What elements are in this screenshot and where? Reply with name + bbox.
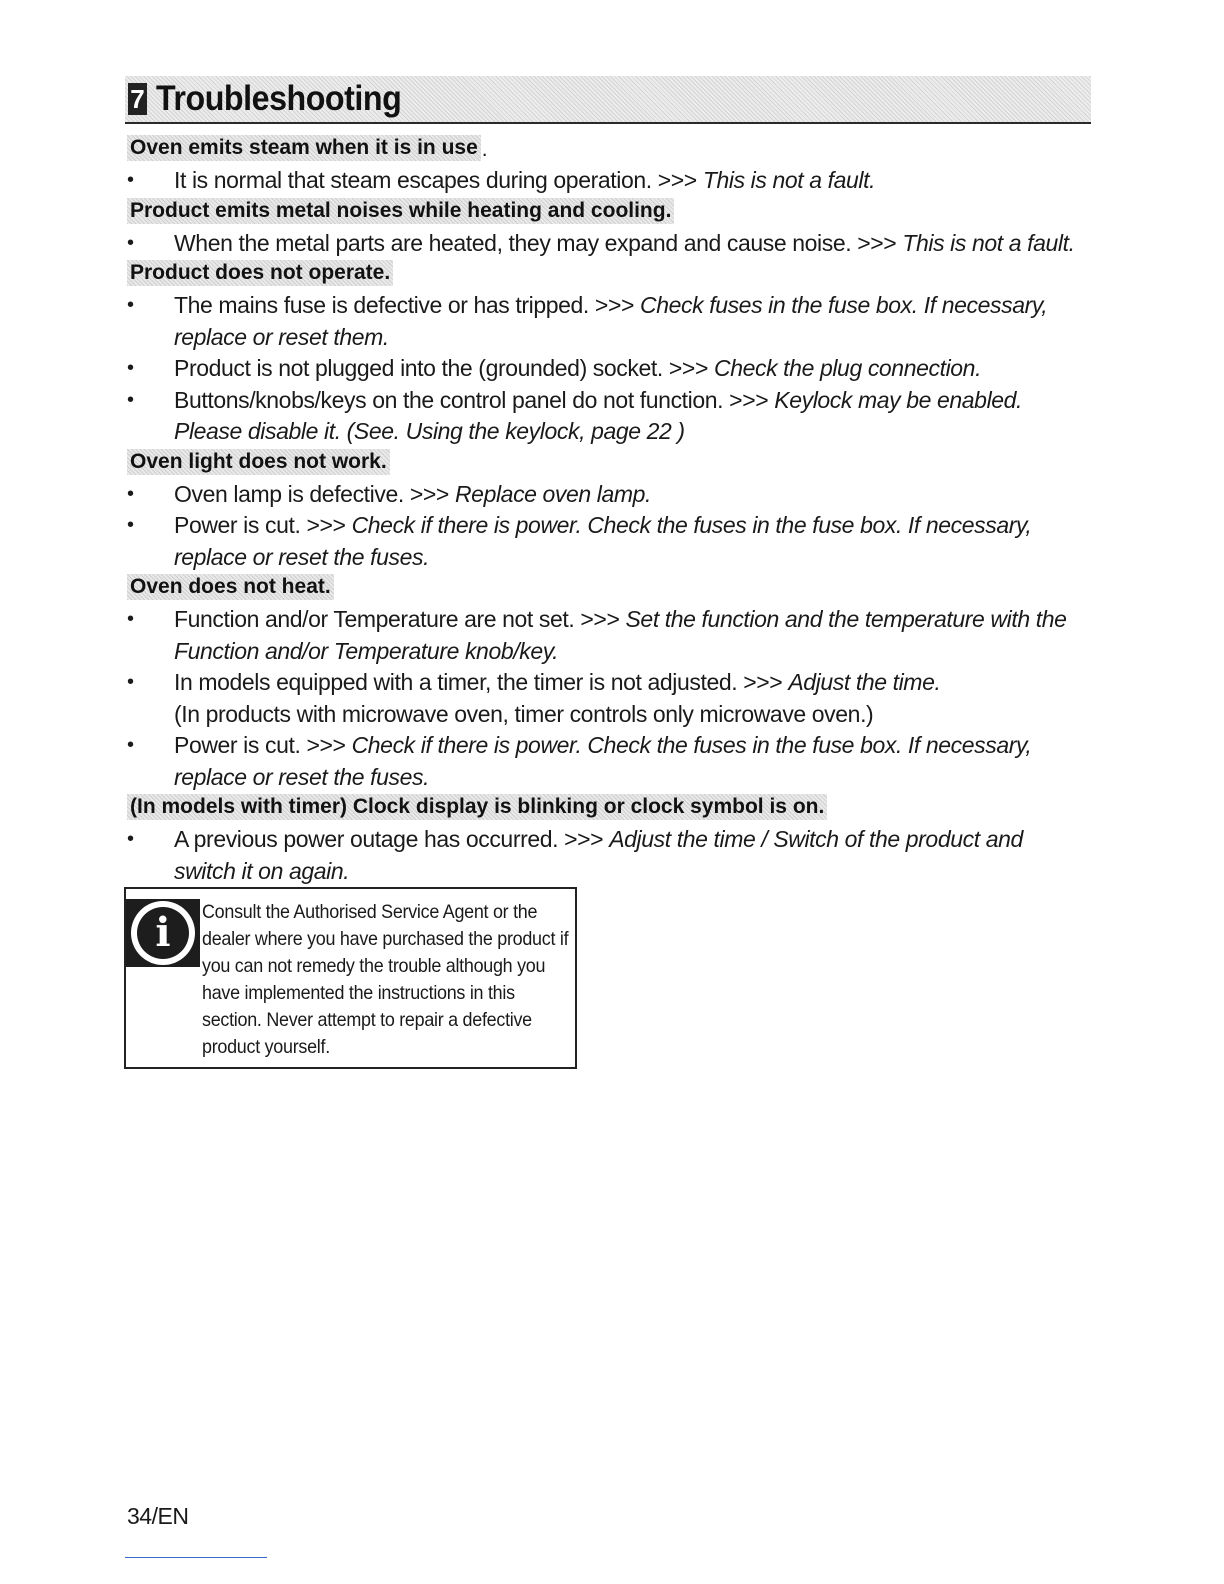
problem-heading-punctuation: . [481,137,488,161]
list-item [127,824,1087,887]
arrow-separator: >>> [668,355,708,381]
problem-heading-row [127,448,1087,479]
problem-heading-row [127,134,1087,165]
solution-list [127,165,1087,197]
list-item [127,228,1087,260]
arrow-separator: >>> [580,606,620,632]
problem-heading: Product does not operate. [127,260,393,286]
list-item [127,165,1087,197]
list-item [127,479,1087,511]
page-number: 34/EN [127,1503,189,1529]
list-item [127,604,1087,667]
item-note: (In products with microwave oven, timer controls only microwave oven.) [174,700,874,727]
problem-heading-row [127,793,1087,824]
list-item [127,667,1087,730]
bullet-icon: • [127,294,134,316]
remedy-text: Adjust the time / Switch of the product and switch it on again. [174,826,1023,884]
remedy-text: Check if there is power. Check the fuses in the fuse box. If necessary, replace or reset the fuses. [174,512,1032,570]
list-item [127,353,1087,385]
arrow-separator: >>> [857,229,897,256]
remedy-text: This is not a fault. [902,229,1075,256]
problem-heading: (In models with timer) Clock display is blinking or clock symbol is on. [127,794,827,820]
solution-list [127,824,1087,887]
arrow-separator: >>> [657,167,697,193]
info-icon [131,901,195,965]
list-item [127,290,1087,353]
problem-heading-row [127,573,1087,604]
troubleshooting-list [127,134,1087,887]
remedy-text: Replace oven lamp. [454,480,652,507]
footer-divider [125,1557,267,1558]
cause-text: When the metal parts are heated, they may expand and cause noise. [174,229,852,256]
list-item [127,730,1087,793]
problem-heading: Product emits metal noises while heating and cooling. [127,198,674,224]
bullet-icon: • [127,608,134,630]
cause-text: Product is not plugged into the (grounded) socket. [174,355,663,381]
section-heading [125,76,1091,124]
cause-text: Function and/or Temperature are not set. [174,606,575,632]
arrow-separator: >>> [564,826,604,852]
problem-heading-row [127,197,1087,228]
cause-text: A previous power outage has occurred. [174,826,559,852]
problem-heading-row [127,259,1087,290]
list-item [127,385,1087,448]
info-icon-badge [126,899,200,967]
bullet-icon: • [127,169,134,191]
remedy-text: Keylock may be enabled. Please disable it. (See. Using the keylock, page 22 ) [174,386,1023,444]
problem-heading: Oven light does not work. [127,449,390,475]
problem-heading: Oven does not heat. [127,574,334,600]
remedy-text: Check the plug connection. [714,355,982,381]
solution-list [127,290,1087,448]
cause-text: Oven lamp is defective. [174,480,404,507]
solution-list [127,228,1087,260]
problem-heading: Oven emits steam when it is in use [127,135,481,161]
bullet-icon: • [127,357,134,379]
cause-text: In models equipped with a timer, the timer is not adjusted. [174,669,738,695]
bullet-icon: • [127,388,134,411]
remedy-text: Adjust the time. [788,669,941,695]
solution-list [127,604,1087,793]
bullet-icon: • [127,231,134,254]
solution-list [127,479,1087,574]
remedy-text: Set the function and the temperature with the Function and/or Temperature knob/key. [174,606,1067,664]
bullet-icon: • [127,482,134,505]
bullet-icon: • [127,671,134,693]
bullet-icon: • [127,734,134,756]
info-notice-box [124,887,577,1069]
cause-text: It is normal that steam escapes during operation. [174,167,652,193]
info-icon-glyph: i [137,907,189,959]
arrow-separator: >>> [729,386,769,413]
bullet-icon: • [127,828,134,850]
cause-text: Power is cut. [174,512,301,538]
bullet-icon: • [127,514,134,536]
page-title: Troubleshooting [156,79,402,118]
arrow-separator: >>> [594,292,635,318]
cause-text: Buttons/knobs/keys on the control panel do not function. [174,386,724,413]
remedy-text: Check fuses in the fuse box. If necessary, replace or reset them. [174,292,1048,350]
remedy-text: This is not a fault. [702,167,876,193]
list-item [127,510,1087,573]
cause-text: Power is cut. [174,732,301,758]
arrow-separator: >>> [306,732,346,758]
chapter-number: 7 [128,83,147,115]
info-notice-text: Consult the Authorised Service Agent or the dealer where you have purchased the product if you can not remedy the trouble although you have implemented the instructions in this section. Never attempt to repair a defective product yourself. [202,901,569,1058]
remedy-text: Check if there is power. Check the fuses in the fuse box. If necessary, replace or reset the fuses. [174,732,1032,790]
arrow-separator: >>> [743,669,783,695]
cause-text: The mains fuse is defective or has tripped. [174,292,589,318]
arrow-separator: >>> [306,512,346,538]
arrow-separator: >>> [409,480,449,507]
